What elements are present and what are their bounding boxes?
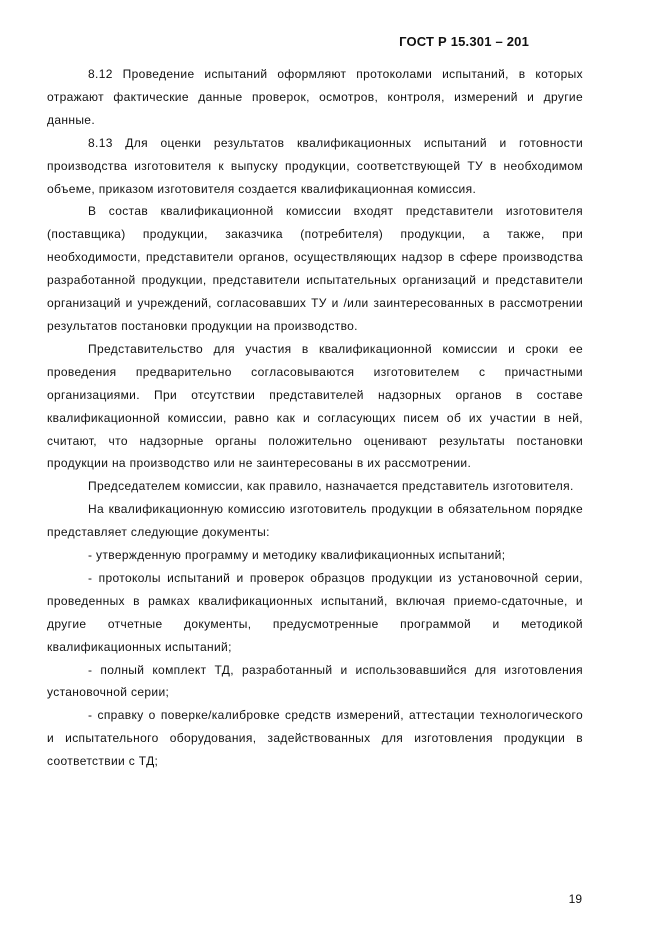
list-item-protocols: - протоколы испытаний и проверок образцов продукции из установочной серии, проведенных в рамках квалификационных испытаний, включая приемо-сдаточные, и другие отчетные документы, предусмотренные программой и методикой квалификационных испытаний; <box>47 570 583 654</box>
paragraph-8-12: 8.12 Проведение испытаний оформляют протоколами испытаний, в которых отражают фактические данные проверок, осмотров, контроля, измерений и другие данные. <box>47 67 583 127</box>
page-number: 19 <box>568 892 582 906</box>
list-item-program: - утвержденную программу и методику квалификационных испытаний; <box>88 548 506 563</box>
document-body <box>47 63 583 773</box>
paragraph-8-13: 8.13 Для оценки результатов квалификационных испытаний и готовности производства изготовителя к выпуску продукции, соответствующей ТУ в необходимом объеме, приказом изготовителя создается квалификационная комиссия. <box>47 135 583 196</box>
paragraph-representation: Представительство для участия в квалификационной комиссии и сроки ее проведения предварительно согласовываются изготовителем с причастными организациями. При отсутствии представителей надзорных органов в составе квалификационной комиссии, равно как и согласующих писем об их участии в ней, считают, что надзорные органы положительно оценивают результаты постановки продукции на производство или не заинтересованы в их рассмотрении. <box>47 341 583 471</box>
document-code-header: ГОСТ Р 15.301 – 201 <box>399 34 529 49</box>
paragraph-commission-composition: В состав квалификационной комиссии входят представители изготовителя (поставщика) продукции, заказчика (потребителя) продукции, а также, при необходимости, представители органов, осуществляющих надзор в сфере производства разработанной продукции, представители испытательных организаций и представители организаций и учреждений, согласовавших ТУ и /или заинтересованных в рассмотрении результатов постановки продукции на производство. <box>47 204 583 333</box>
paragraph-chairman: Председателем комиссии, как правило, назначается представитель изготовителя. <box>88 479 574 494</box>
list-item-calibration: - справку о поверке/калибровке средств измерений, аттестации технологического и испытательного оборудования, задействованных для изготовления продукции в соответствии с ТД; <box>47 708 583 769</box>
list-item-td-set: - полный комплект ТД, разработанный и использовавшийся для изготовления установочной серии; <box>47 662 583 700</box>
paragraph-documents-intro: На квалификационную комиссию изготовитель продукции в обязательном порядке представляет следующие документы: <box>47 502 583 540</box>
